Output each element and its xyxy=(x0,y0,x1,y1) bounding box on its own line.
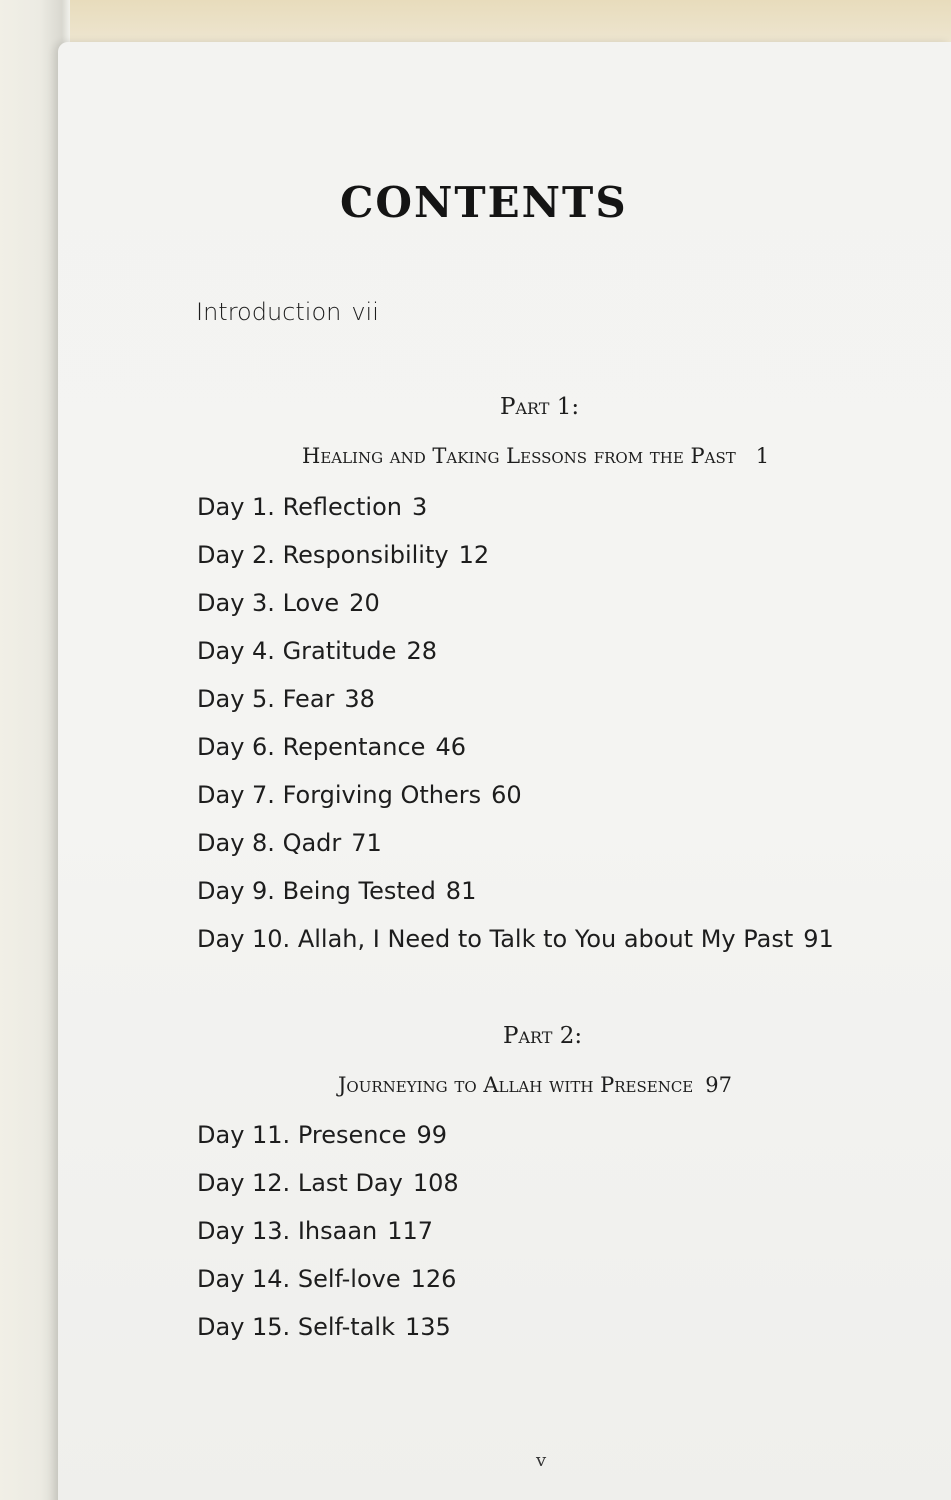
part-2-heading xyxy=(338,1073,732,1097)
entry-title: Responsibility xyxy=(282,541,449,569)
entry-page: vii xyxy=(351,298,379,326)
entry-page: 12 xyxy=(458,541,490,569)
toc-entry xyxy=(197,732,834,780)
part-2-page: 97 xyxy=(705,1073,732,1097)
entry-day: Day 12. xyxy=(197,1169,291,1197)
part-1-title: Healing and Taking Lessons from the Past xyxy=(302,444,736,468)
toc-entry xyxy=(197,1264,459,1312)
entry-day: Day 8. xyxy=(197,829,275,857)
toc-entry xyxy=(197,588,834,636)
entry-day: Day 11. xyxy=(197,1121,291,1149)
part-2-entries xyxy=(197,1120,459,1360)
toc-entry-introduction xyxy=(196,298,379,326)
entry-day: Day 1. xyxy=(197,493,275,521)
entry-day: Day 7. xyxy=(197,781,275,809)
entry-title: Forgiving Others xyxy=(282,781,482,809)
entry-page: 71 xyxy=(351,829,382,857)
entry-page: 60 xyxy=(491,781,522,809)
entry-page: 38 xyxy=(344,685,375,713)
entry-title: Reflection xyxy=(282,493,402,521)
toc-entry xyxy=(197,1312,459,1360)
toc-entry xyxy=(197,924,834,972)
toc-entry xyxy=(197,1168,459,1216)
entry-title: Last Day xyxy=(297,1169,403,1197)
toc-entry xyxy=(197,1216,459,1264)
part-1-page: 1 xyxy=(755,444,770,468)
part-1-heading xyxy=(302,444,769,468)
entry-title: Being Tested xyxy=(282,877,436,905)
entry-page: 117 xyxy=(387,1217,434,1245)
entry-page: 99 xyxy=(416,1121,447,1149)
toc-entry xyxy=(197,636,834,684)
part-2-title: Journeying to Allah with Presence xyxy=(338,1073,694,1097)
entry-day: Day 15. xyxy=(197,1313,291,1341)
entry-day: Day 14. xyxy=(197,1265,291,1293)
toc-entry xyxy=(197,828,834,876)
entry-day: Day 6. xyxy=(197,733,275,761)
part-2-label: Part 2: xyxy=(503,1023,583,1049)
entry-day: Day 3. xyxy=(197,589,275,617)
entry-day: Day 5. xyxy=(197,685,275,713)
entry-title: Introduction xyxy=(196,298,342,326)
entry-title: Self-love xyxy=(297,1265,401,1293)
entry-title: Love xyxy=(282,589,340,617)
entry-title: Repentance xyxy=(282,733,426,761)
entry-title: Presence xyxy=(297,1121,407,1149)
entry-page: 108 xyxy=(412,1169,459,1197)
page-title: CONTENTS xyxy=(340,178,628,227)
entry-title: Allah, I Need to Talk to You about My Past xyxy=(297,925,794,953)
toc-entry xyxy=(197,876,834,924)
toc-entry xyxy=(197,684,834,732)
entry-day: Day 2. xyxy=(197,541,275,569)
page-number: v xyxy=(536,1450,547,1471)
entry-page: 81 xyxy=(445,877,477,905)
part-1-label: Part 1: xyxy=(500,394,580,420)
entry-page: 28 xyxy=(406,637,437,665)
entry-title: Qadr xyxy=(282,829,342,857)
entry-page: 3 xyxy=(411,493,428,521)
entry-title: Gratitude xyxy=(282,637,397,665)
entry-day: Day 13. xyxy=(197,1217,291,1245)
entry-day: Day 9. xyxy=(197,877,275,905)
toc-entry xyxy=(197,492,834,540)
entry-page: 126 xyxy=(410,1265,457,1293)
entry-page: 46 xyxy=(435,733,466,761)
toc-entry xyxy=(197,540,834,588)
entry-title: Self-talk xyxy=(297,1313,395,1341)
entry-title: Ihsaan xyxy=(297,1217,378,1245)
entry-day: Day 4. xyxy=(197,637,275,665)
toc-entry xyxy=(197,780,834,828)
toc-entry xyxy=(197,1120,459,1168)
entry-page: 91 xyxy=(803,925,834,953)
entry-day: Day 10. xyxy=(197,925,291,953)
entry-page: 20 xyxy=(349,589,380,617)
part-1-entries xyxy=(197,492,834,972)
entry-title: Fear xyxy=(282,685,335,713)
entry-page: 135 xyxy=(404,1313,451,1341)
